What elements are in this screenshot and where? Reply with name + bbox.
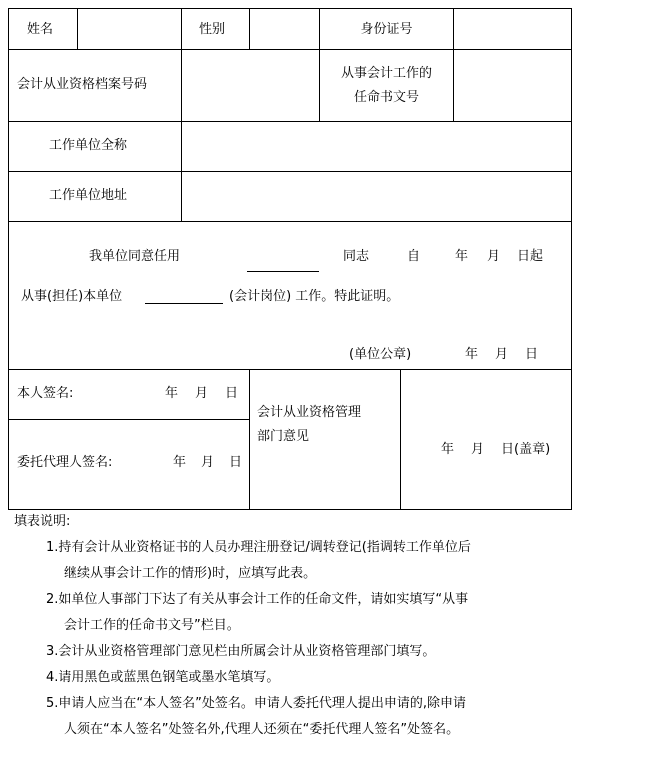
- dept-date-day-seal: 日(盖章): [501, 442, 551, 457]
- registration-table: [8, 8, 572, 510]
- certification-text: 我单位同意任用: [89, 249, 181, 264]
- employer-name-field[interactable]: [182, 122, 571, 171]
- instruction-item: 5.申请人应当在“本人签名”处签名。申请人委托代理人提出申请的,除申请: [46, 696, 467, 711]
- seal-date-year: 年: [465, 347, 479, 362]
- agent-date-month: 月: [201, 455, 215, 470]
- dept-opinion-label-line2: 部门意见: [257, 429, 310, 444]
- certification-text: 年: [455, 249, 469, 264]
- dept-date-year: 年: [441, 442, 455, 457]
- instructions-title: 填表说明:: [14, 514, 71, 529]
- employee-name-blank[interactable]: [247, 271, 319, 272]
- dept-opinion-field[interactable]: [401, 370, 571, 509]
- seal-date-day: 日: [525, 347, 539, 362]
- instruction-item: 1.持有会计从业资格证书的人员办理注册登记/调转登记(指调转工作单位后: [46, 540, 471, 555]
- agent-date-day: 日: [229, 455, 243, 470]
- name-field[interactable]: [78, 9, 181, 49]
- appointment-label-line2: 任命书文号: [353, 90, 419, 105]
- employer-address-label: 工作单位地址: [49, 188, 128, 203]
- row-divider: [9, 221, 571, 222]
- self-date-year: 年: [165, 386, 179, 401]
- dept-opinion-label-line1: 会计从业资格管理: [257, 405, 362, 420]
- instruction-item: 2.如单位人事部门下达了有关从事会计工作的任命文件，请如实填写“从事: [46, 592, 469, 607]
- signature-divider: [9, 419, 249, 420]
- name-label: 姓名: [27, 22, 54, 37]
- gender-field[interactable]: [250, 9, 319, 49]
- archive-number-field[interactable]: [182, 50, 319, 121]
- seal-label: (单位公章): [349, 347, 412, 362]
- appointment-number-field[interactable]: [454, 50, 571, 121]
- id-number-label: 身份证号: [360, 22, 413, 37]
- self-signature-field[interactable]: [89, 373, 159, 413]
- employer-name-label: 工作单位全称: [49, 138, 128, 153]
- instruction-item: 4.请用黑色或蓝黑色钢笔或墨水笔填写。: [46, 670, 280, 685]
- position-blank[interactable]: [145, 303, 223, 304]
- self-date-day: 日: [225, 386, 239, 401]
- col-divider: [249, 369, 250, 509]
- agent-signature-field[interactable]: [119, 439, 169, 479]
- gender-label: 性别: [199, 22, 226, 37]
- instruction-item: 会计工作的任命书文号”栏目。: [64, 618, 240, 633]
- certification-text: 日起: [517, 249, 544, 264]
- appointment-label-line1: 从事会计工作的: [340, 66, 432, 81]
- instruction-item: 继续从事会计工作的情形)时，应填写此表。: [64, 566, 317, 581]
- certification-text: 月: [487, 249, 501, 264]
- agent-signature-label: 委托代理人签名:: [17, 455, 113, 470]
- archive-number-label: 会计从业资格档案号码: [17, 77, 148, 92]
- certification-text: 自: [407, 249, 421, 264]
- id-number-field[interactable]: [454, 9, 571, 49]
- certification-text: 从事(担任)本单位: [21, 289, 123, 304]
- certification-text: (会计岗位) 工作。特此证明。: [229, 289, 400, 304]
- agent-date-year: 年: [173, 455, 187, 470]
- self-signature-label: 本人签名:: [17, 386, 74, 401]
- self-date-month: 月: [195, 386, 209, 401]
- instruction-item: 3.会计从业资格管理部门意见栏由所属会计从业资格管理部门填写。: [46, 644, 436, 659]
- certification-text: 同志: [343, 249, 370, 264]
- dept-date-month: 月: [471, 442, 485, 457]
- instruction-item: 人须在“本人签名”处签名外,代理人还须在“委托代理人签名”处签名。: [64, 722, 460, 737]
- employer-address-field[interactable]: [182, 172, 571, 221]
- seal-date-month: 月: [495, 347, 509, 362]
